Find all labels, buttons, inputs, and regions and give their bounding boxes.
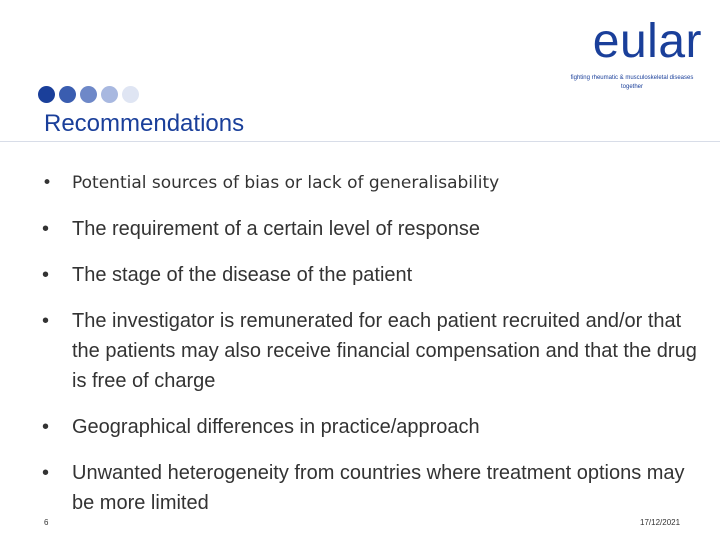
bullet-list — [42, 168, 702, 518]
logo-wordmark: eular — [592, 15, 702, 68]
page-number: 6 — [44, 518, 49, 527]
bullet-item: • The investigator is remunerated for each patient recruited and/or that the patients may also receive financial compensation and that the drug is free of charge — [42, 306, 702, 396]
bullet-item: • Unwanted heterogeneity from countries where treatment options may be more limited — [42, 458, 702, 518]
dot-1 — [38, 86, 55, 103]
bullet-item: • Geographical differences in practice/approach — [42, 412, 702, 442]
dot-3 — [80, 86, 97, 103]
dot-5 — [122, 86, 139, 103]
bullet-item: • The requirement of a certain level of response — [42, 214, 702, 244]
bullet-item: • Potential sources of bias or lack of generalisability — [42, 168, 702, 198]
logo-tagline: fighting rheumatic & musculoskeletal diseases together — [570, 75, 694, 90]
decorative-dots — [38, 86, 139, 103]
footer-date: 17/12/2021 — [640, 518, 681, 527]
title-divider — [0, 141, 720, 142]
eular-logo — [562, 15, 702, 92]
dot-4 — [101, 86, 118, 103]
slide-title: Recommendations — [44, 110, 245, 137]
bullet-item: • The stage of the disease of the patient — [42, 260, 702, 290]
dot-2 — [59, 86, 76, 103]
